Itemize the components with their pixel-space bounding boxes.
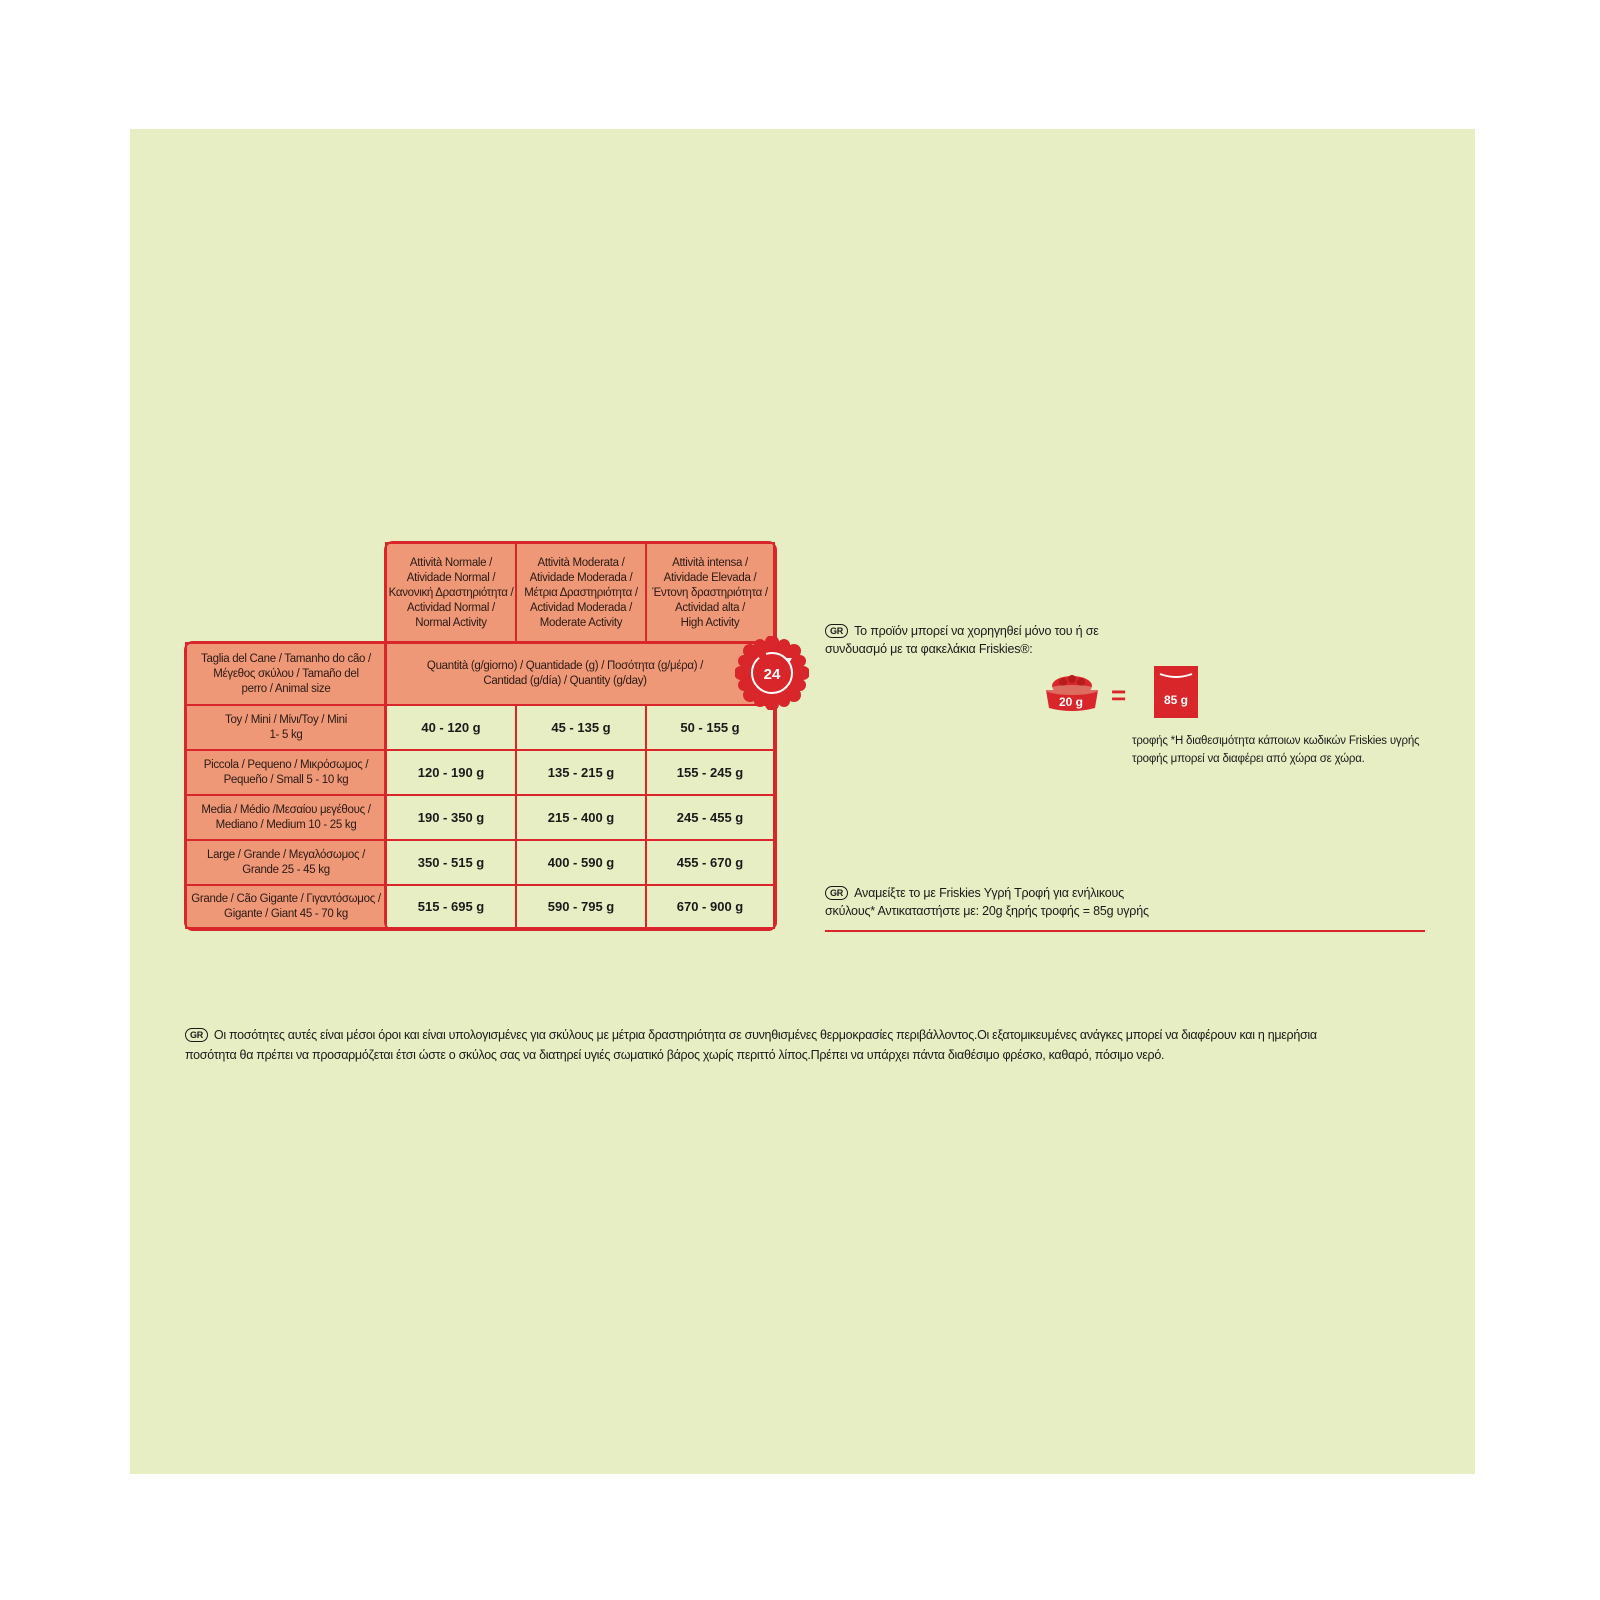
col-header-normal: Attività Normale / Atividade Normal / Κανονική Δραστηριότητα / Actividad Normal / Normal Activity [385, 542, 515, 642]
note-top [825, 622, 1385, 658]
note-mid-line1: τροφής *Η διαθεσιμότητα κάποιων κωδικών Friskies υγρής [1132, 735, 1420, 747]
wet-amount: 85 g [1163, 693, 1189, 707]
gr-label: GR [185, 1028, 208, 1042]
note-mix-line2: σκύλους* Αντικαταστήστε με: 20g ξηρής τροφής = 85g υγρής [825, 904, 1149, 918]
note-mid-line2: τροφής μπορεί να διαφέρει από χώρα σε χώρα. [1132, 753, 1365, 765]
table-cell: 135 - 215 g [515, 749, 645, 794]
table-cell: 215 - 400 g [515, 794, 645, 839]
note-top-line2: συνδυασμό με τα φακελάκια Friskies®: [825, 642, 1033, 656]
dry-amount: 20 g [1058, 695, 1084, 709]
footer-line1: Οι ποσότητες αυτές είναι μέσοι όροι και είναι υπολογισμένες για σκύλους με μέτρια δραστηριότητα σε συνηθισμένες θερμοκρασίες περιβάλλοντος.Οι εξατομικευμένες ανάγκες μπορεί να διαφέρουν και η ημερήσια [213, 1028, 1317, 1042]
table-cell: 455 - 670 g [645, 839, 775, 884]
size-label: Piccola / Pequeno / Μικρόσωμος / Pequeño / Small 5 - 10 kg [185, 749, 385, 794]
table-cell: 670 - 900 g [645, 884, 775, 929]
quantity-header: Quantità (g/giorno) / Quantidade (g) / Ποσότητα (g/μέρα) / Cantidad (g/día) / Quantity (g/day) [385, 642, 775, 704]
note-top-line1: Το προϊόν μπορεί να χορηγηθεί μόνο του ή σε [854, 624, 1099, 638]
footer-note [185, 1025, 1425, 1065]
note-mix-line1: Αναμείξτε το με Friskies Υγρή Τροφή για ενήλικους [854, 886, 1124, 900]
footer-line2: ποσότητα θα πρέπει να προσαρμόζεται έτσι ώστε ο σκύλος σας να διατηρεί υγιές σωματικό βάρος χωρίς περιττό λίπος.Πρέπει να υπάρχει πάντα διαθέσιμο φρέσκο, καθαρό, πόσιμο νερό. [185, 1048, 1165, 1062]
table-cell: 45 - 135 g [515, 704, 645, 749]
table-cell: 50 - 155 g [645, 704, 775, 749]
divider-line [825, 930, 1425, 932]
size-label: Toy / Mini / Μίνι/Toy / Mini 1- 5 kg [185, 704, 385, 749]
table-cell: 190 - 350 g [385, 794, 515, 839]
gr-label: GR [825, 624, 848, 638]
table-cell: 400 - 590 g [515, 839, 645, 884]
gr-label: GR [825, 886, 848, 900]
table-cell: 515 - 695 g [385, 884, 515, 929]
size-label: Large / Grande / Μεγαλόσωμος / Grande 25 - 45 kg [185, 839, 385, 884]
24h-clock-icon [735, 636, 809, 710]
note-mid [1132, 732, 1432, 768]
pouch-icon [1154, 666, 1198, 718]
table-cell: 350 - 515 g [385, 839, 515, 884]
table-cell: 590 - 795 g [515, 884, 645, 929]
table-cell: 245 - 455 g [645, 794, 775, 839]
size-label: Media / Médio /Μεσαίου μεγέθους / Mediano / Medium 10 - 25 kg [185, 794, 385, 839]
col-header-moderate: Attività Moderata / Atividade Moderada / Μέτρια Δραστηριότητα / Actividad Moderada / Moderate Activity [515, 542, 645, 642]
equals-sign: = [1111, 680, 1127, 710]
size-header: Taglia del Cane / Tamanho do cão / Μέγεθος σκύλου / Tamaño del perro / Animal size [185, 642, 385, 704]
badge-label: 24 [763, 666, 781, 683]
note-mix [825, 884, 1385, 920]
feeding-table [185, 542, 775, 929]
col-header-high: Attività intensa / Atividade Elevada / Έντονη δραστηριότητα / Actividad alta / High Activity [645, 542, 775, 642]
table-cell: 155 - 245 g [645, 749, 775, 794]
dry-bowl-icon [1043, 672, 1101, 712]
table-cell: 40 - 120 g [385, 704, 515, 749]
table-cell: 120 - 190 g [385, 749, 515, 794]
size-label: Grande / Cão Gigante / Γιγαντόσωμος / Gigante / Giant 45 - 70 kg [185, 884, 385, 929]
